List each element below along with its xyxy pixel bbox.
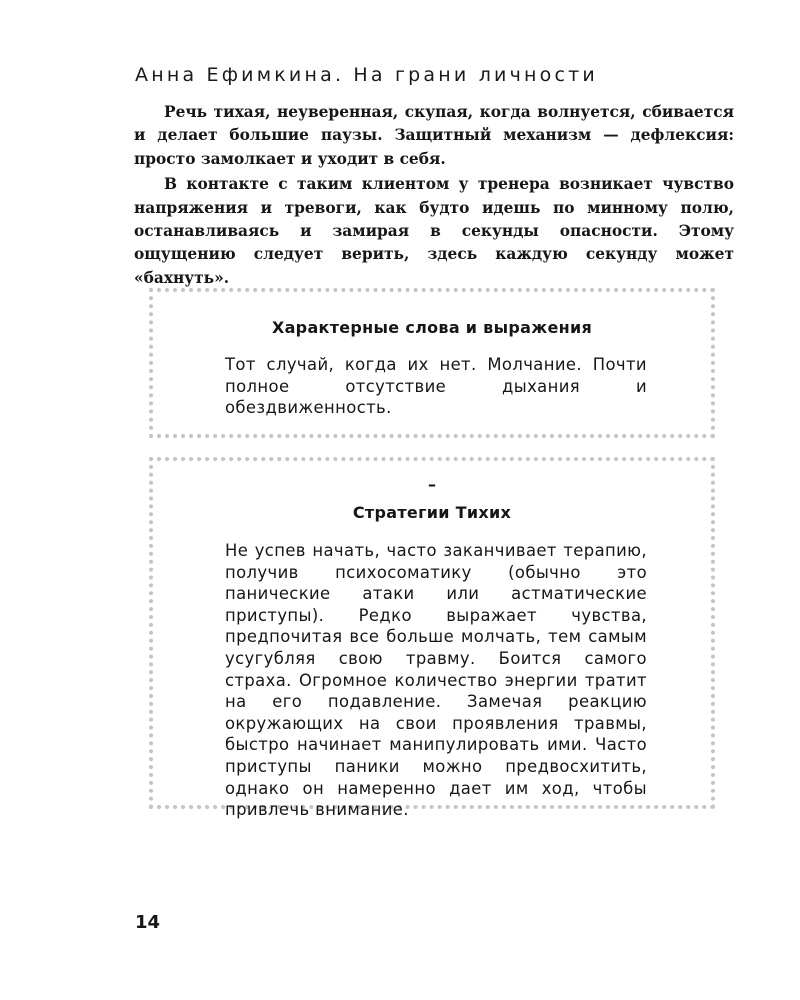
- paragraph-contact: В контакте с таким клиентом у тренера возникает чувство напряжения и тревоги, как будто идешь по минному полю, останавливаясь и замирая в секунды опасности. Этому ощущению следует верить, здесь каждую секунду может «бахнуть».: [134, 175, 734, 287]
- body-text: [134, 101, 734, 290]
- running-header: Анна Ефимкина. На грани личности: [135, 64, 598, 86]
- strategies-box: [149, 457, 715, 820]
- box-title-strategies: Стратегии Тихих: [352, 503, 512, 522]
- box-title-dash: –: [428, 475, 436, 494]
- paragraph-speech: Речь тихая, неуверенная, скупая, когда волнуется, сбивается и делает большие паузы. Защитный механизм — дефлексия: просто замолкает и уходит в себя.: [134, 103, 734, 168]
- box-title-words: Характерные слова и выражения: [271, 318, 593, 337]
- box-text-strategies: Не успев начать, часто заканчивает терапию, получив психосоматику (обычно это панические атаки или астматические приступы). Редко выражает чувства, предпочитая все больше молчать, тем самым усугубляя свою травму. Боится самого страха. Огромное количество энергии тратит на его подавление. Замечая реакцию окружающих на свои проявления травмы, быстро начинает манипулировать ими. Часто приступы паники можно предвосхитить, однако он намеренно дает им ход, чтобы привлечь внимание.: [225, 541, 647, 820]
- characteristic-words-box: [149, 288, 715, 438]
- page-number: 14: [135, 912, 161, 933]
- box-text-words: Тот случай, когда их нет. Молчание. Почти полное отсутствие дыхания и обездвиженность.: [225, 355, 647, 418]
